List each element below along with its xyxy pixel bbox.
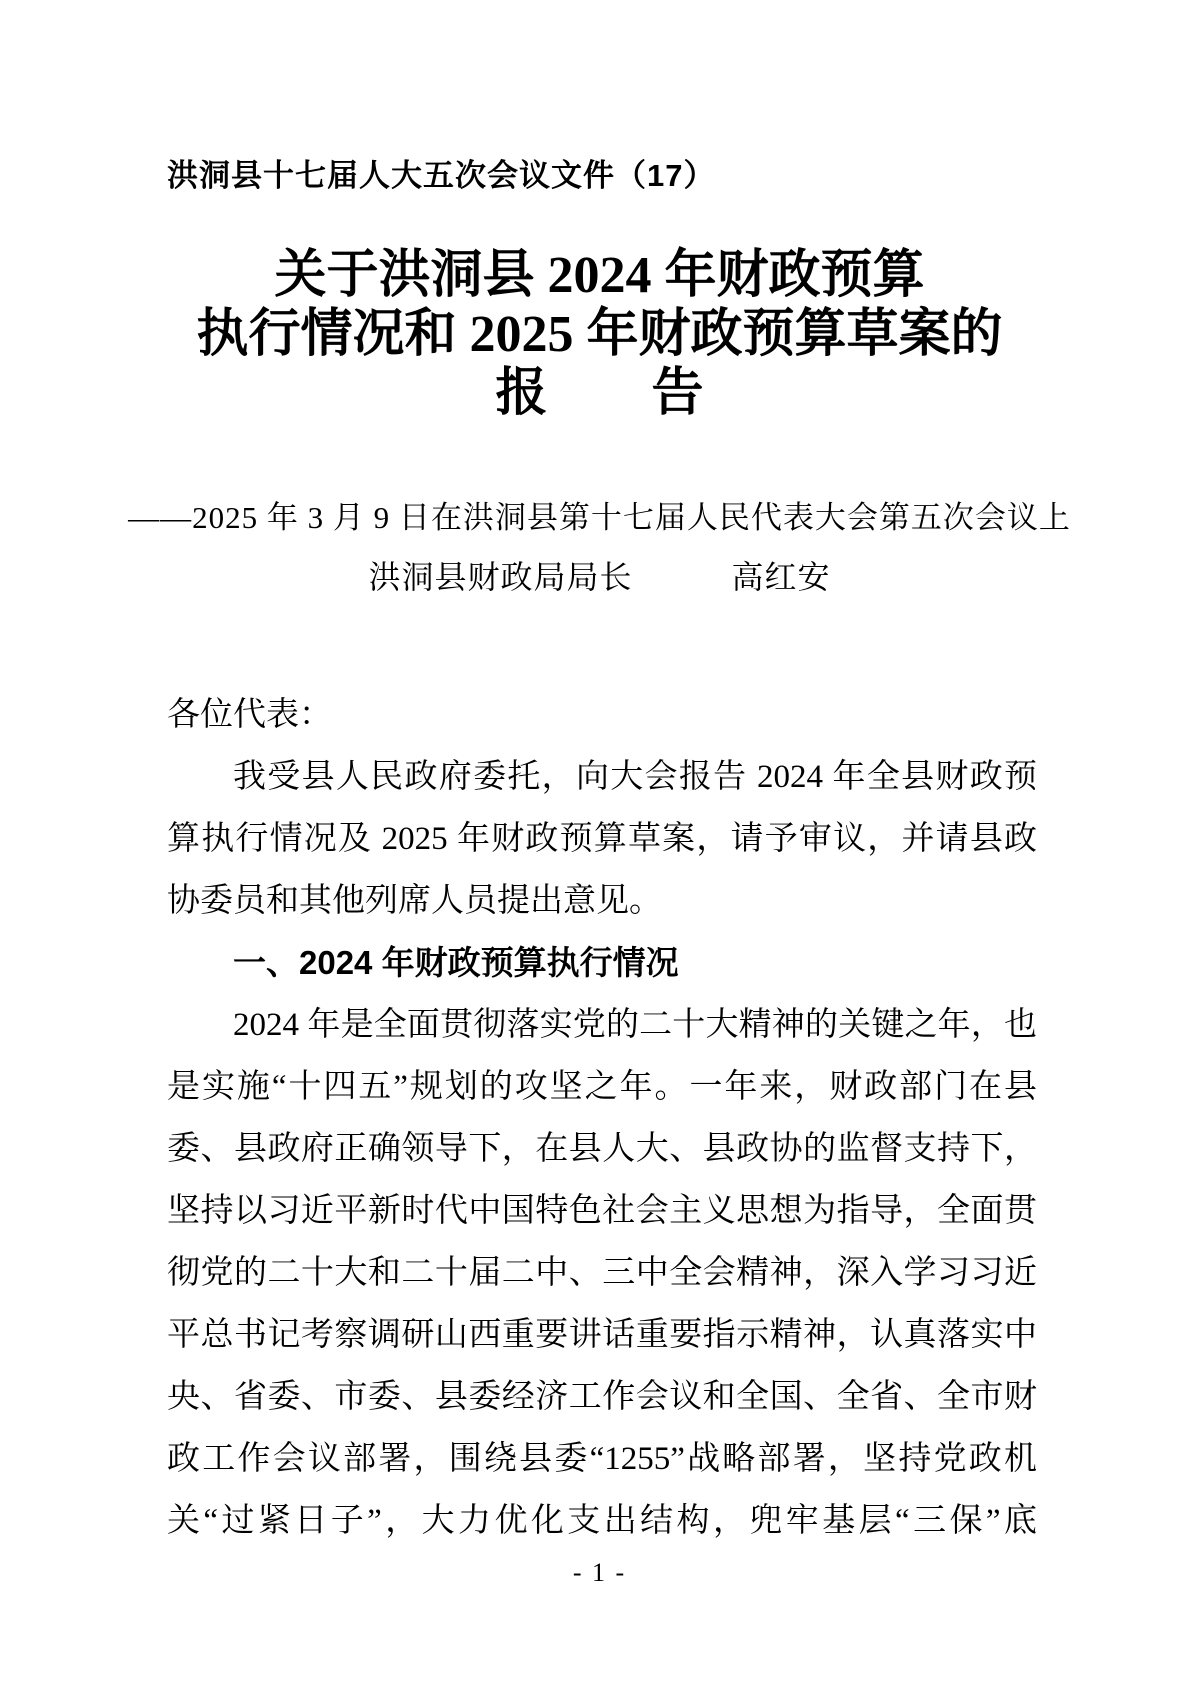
body-line: 是实施“十四五”规划的攻坚之年。一年来，财政部门在县: [167, 1069, 1037, 1105]
document-label: 洪洞县十七届人大五次会议文件（17）: [167, 158, 716, 193]
body-line: 委、县政府正确领导下，在县人大、县政协的监督支持下，: [167, 1131, 1037, 1167]
body-line: 坚持以习近平新时代中国特色社会主义思想为指导，全面贯: [167, 1193, 1037, 1229]
title-line-1: 关于洪洞县 2024 年财政预算: [274, 247, 925, 304]
body-line: 央、省委、市委、县委经济工作会议和全国、全省、全市财: [167, 1379, 1037, 1415]
title-line-2: 执行情况和 2025 年财政预算草案的: [196, 306, 1003, 363]
body-line: 2024 年是全面贯彻落实党的二十大精神的关键之年，也: [233, 1007, 1037, 1043]
presenter-line: 洪洞县财政局局长 高红安: [368, 559, 831, 595]
intro-paragraph: [167, 746, 1037, 932]
body-line: 协委员和其他列席人员提出意见。: [167, 883, 662, 919]
document-title: [0, 246, 1199, 423]
meeting-note: ——2025 年 3 月 9 日在洪洞县第十七届人民代表大会第五次会议上: [128, 500, 1071, 535]
body-line: 彻党的二十大和二十届二中、三中全会精神，深入学习习近: [167, 1255, 1037, 1291]
body-line: 关“过紧日子”，大力优化支出结构，兜牢基层“三保”底: [167, 1503, 1037, 1539]
salutation: 各位代表：: [167, 697, 332, 733]
section-1-paragraph: [167, 994, 1037, 1552]
document-body: [167, 684, 1037, 1552]
title-line-3: 报 告: [495, 365, 704, 422]
body-line: 平总书记考察调研山西重要讲话重要指示精神，认真落实中: [167, 1317, 1037, 1353]
body-line: 政工作会议部署，围绕县委“1255”战略部署，坚持党政机: [167, 1441, 1037, 1477]
body-line: 算执行情况及 2025 年财政预算草案，请予审议，并请县政: [167, 821, 1037, 857]
body-line: 我受县人民政府委托，向大会报告 2024 年全县财政预: [233, 759, 1037, 795]
page-number: - 1 -: [572, 1558, 627, 1587]
section-1-heading: 一、2024 年财政预算执行情况: [233, 944, 679, 981]
